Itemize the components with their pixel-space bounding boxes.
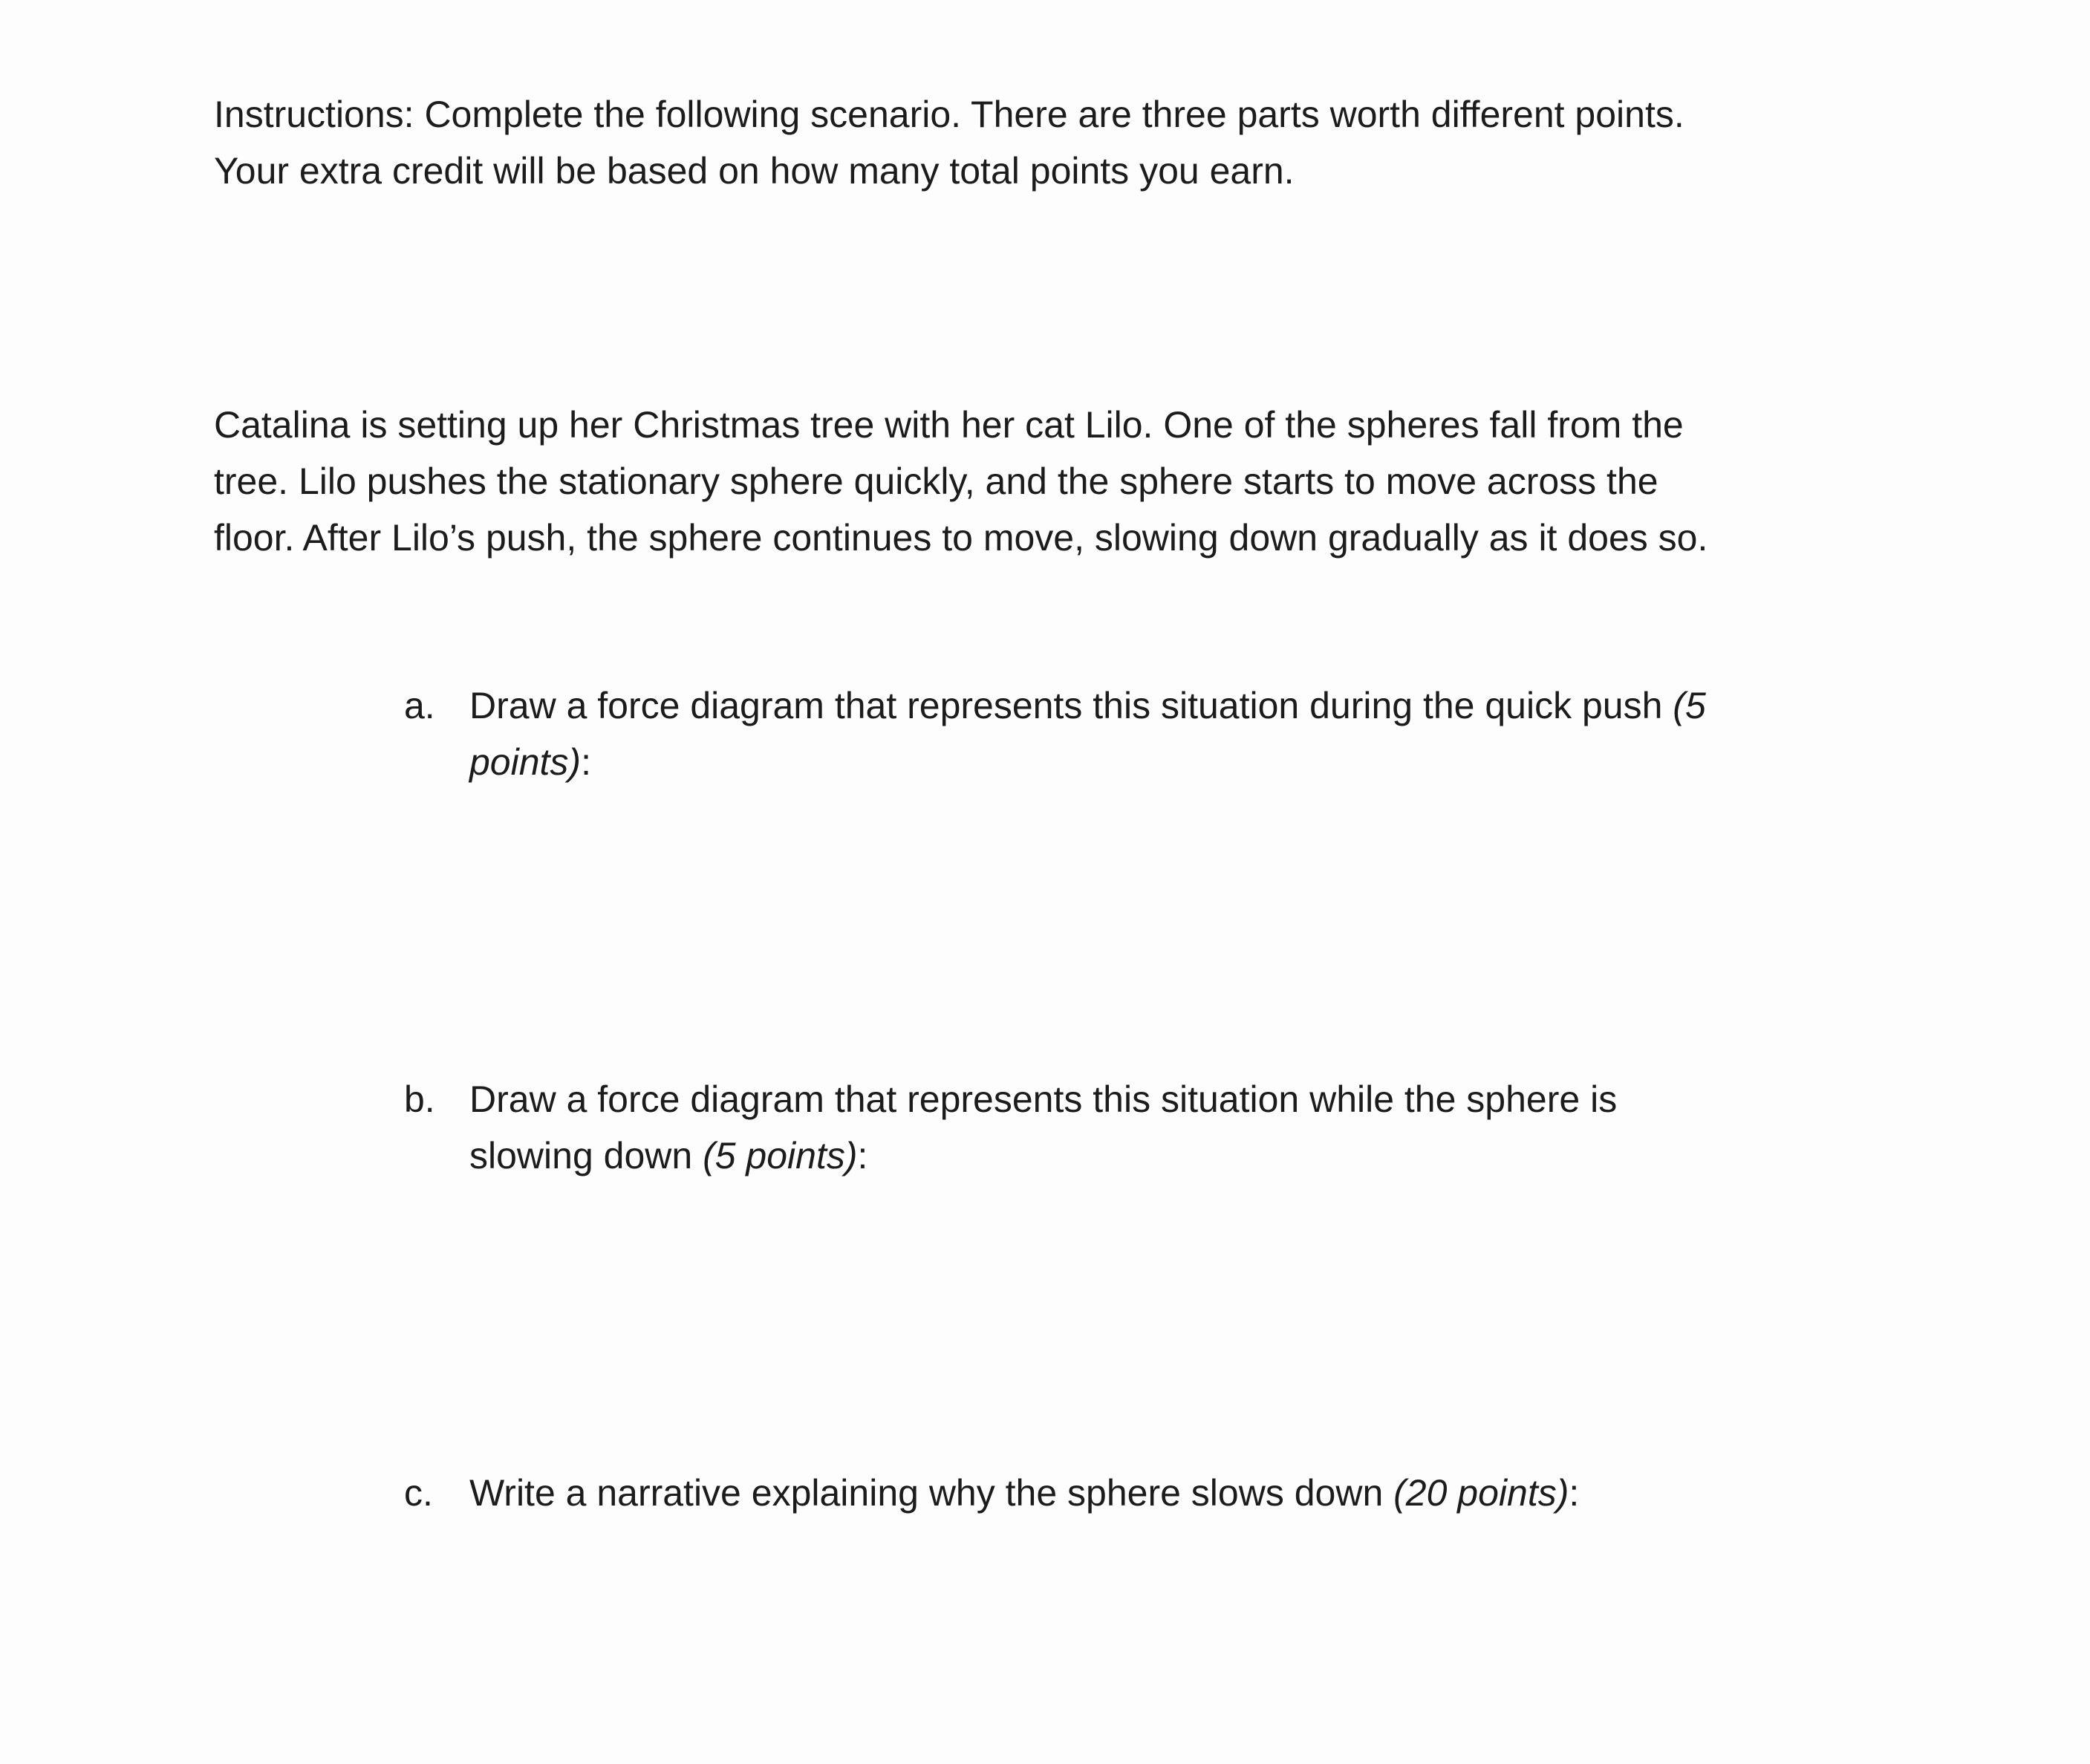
question-a-points-open: (5 xyxy=(1673,685,1706,726)
instructions-line-1: Instructions: Complete the following scenario. There are three parts worth different points. xyxy=(214,94,1684,135)
question-b-line-1: Draw a force diagram that represents this situation while the sphere is xyxy=(469,1078,1618,1120)
list-marker-c: c. xyxy=(404,1472,433,1514)
question-b-prompt-end: slowing down xyxy=(469,1135,703,1176)
question-a-prompt: Draw a force diagram that represents this situation during the quick push xyxy=(469,685,1673,726)
question-a-points-close: points) xyxy=(469,741,582,783)
scenario-line-2: tree. Lilo pushes the stationary sphere quickly, and the sphere starts to move across the xyxy=(214,460,1658,502)
question-a-colon: : xyxy=(581,741,591,783)
scenario-line-3: floor. After Lilo’s push, the sphere continues to move, slowing down gradually as it does so. xyxy=(214,517,1708,559)
scenario-paragraph xyxy=(214,397,1907,566)
list-marker-b: b. xyxy=(404,1078,435,1120)
instructions-paragraph xyxy=(214,86,1907,199)
question-c-colon: : xyxy=(1569,1472,1580,1514)
question-b-points: (5 points) xyxy=(703,1135,858,1176)
question-c-text xyxy=(469,1465,1903,1521)
question-b-line-2 xyxy=(469,1127,1903,1184)
scenario-line-1: Catalina is setting up her Christmas tree with her cat Lilo. One of the spheres fall from the xyxy=(214,404,1684,446)
question-a-line-1 xyxy=(469,677,1903,734)
question-c-prompt: Write a narrative explaining why the sphere slows down xyxy=(469,1472,1394,1514)
list-marker-a: a. xyxy=(404,685,435,726)
question-c-line-1 xyxy=(469,1465,1903,1521)
instructions-line-2: Your extra credit will be based on how many total points you earn. xyxy=(214,150,1295,192)
question-a-line-2 xyxy=(469,734,1903,790)
question-a-text xyxy=(469,677,1903,790)
question-b-text xyxy=(469,1071,1903,1184)
question-c-points: (20 points) xyxy=(1393,1472,1569,1514)
question-b-colon: : xyxy=(857,1135,868,1176)
